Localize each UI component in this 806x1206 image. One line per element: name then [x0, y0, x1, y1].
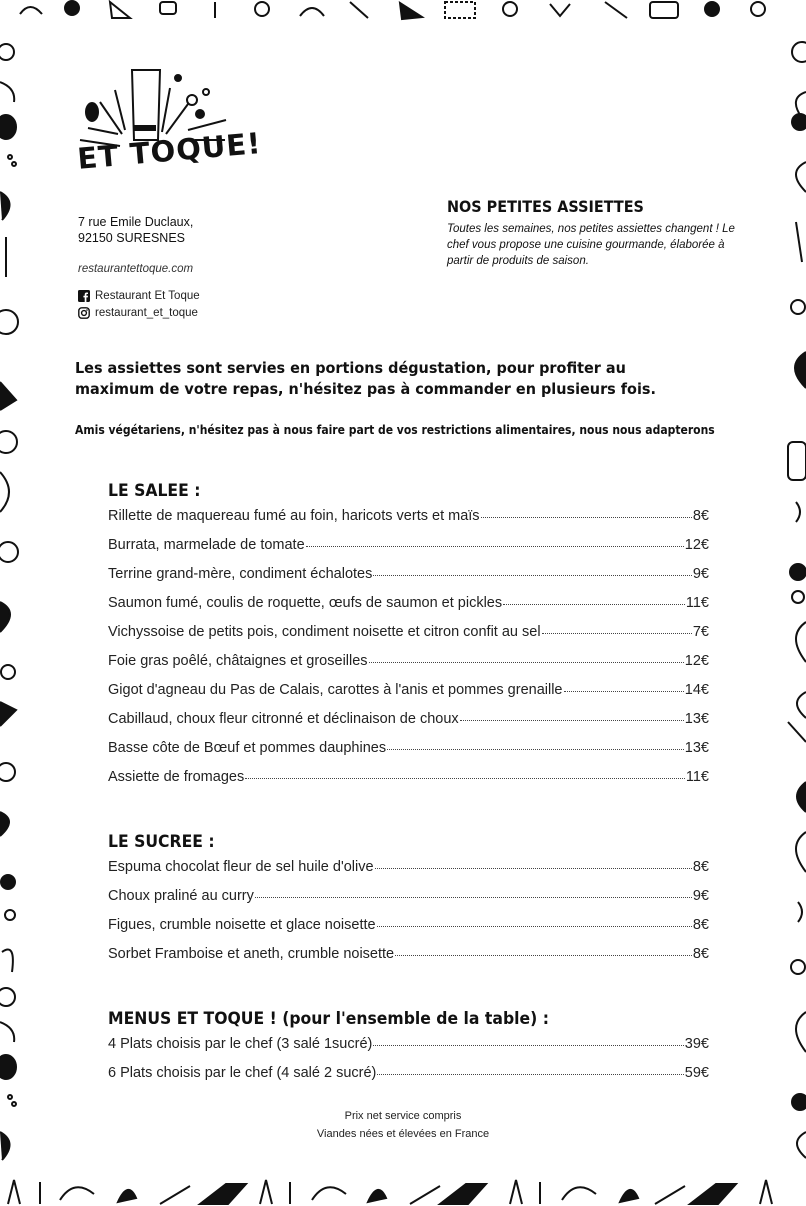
menu-item	[108, 945, 709, 974]
menu-item-name: Espuma chocolat fleur de sel huile d'olive	[108, 859, 374, 875]
dot-leader	[503, 592, 685, 605]
menu-item-name: Terrine grand-mère, condiment échalotes	[108, 566, 373, 582]
menu-item	[108, 916, 709, 945]
dot-leader	[373, 563, 692, 576]
footer-service-note: Prix net service compris	[344, 1110, 462, 1122]
instagram-label: restaurant_et_toque	[95, 307, 198, 319]
menu-item-price: 13€	[684, 711, 709, 727]
menu-item-name: Vichyssoise de petits pois, condiment noisette et citron confit au sel	[108, 624, 541, 640]
menu-item-name: Basse côte de Bœuf et pommes dauphines	[108, 740, 387, 756]
dot-leader	[255, 885, 692, 898]
menu-item-name: Rillette de maquereau fumé au foin, haricots verts et maïs	[108, 508, 480, 524]
menu-item-price: 12€	[684, 537, 709, 553]
facebook-label: Restaurant Et Toque	[95, 290, 200, 302]
menu-item-price: 9€	[692, 888, 709, 904]
menu-item	[108, 1035, 709, 1064]
address-line-1: 7 rue Emile Duclaux,	[78, 215, 194, 229]
menu-item	[108, 739, 709, 768]
dot-leader	[245, 766, 685, 779]
menu-item-price: 11€	[685, 595, 709, 611]
petites-assiettes-description: Toutes les semaines, nos petites assiettes changent ! Le chef vous propose une cuisine gourmande, élaborée à partir de produits de saison.	[447, 223, 735, 267]
menu-item-price: 13€	[684, 740, 709, 756]
dot-leader	[306, 534, 684, 547]
menu-item-price: 7€	[692, 624, 709, 640]
menu-item	[108, 594, 709, 623]
menus-items	[108, 1035, 709, 1093]
menu-item-price: 12€	[684, 653, 709, 669]
menu-item-price: 8€	[692, 508, 709, 524]
section-title-menus: MENUS ET TOQUE ! (pour l'ensemble de la table) :	[108, 1009, 549, 1029]
dot-leader	[460, 708, 684, 721]
menu-item-price: 9€	[692, 566, 709, 582]
dot-leader	[369, 650, 684, 663]
dot-leader	[481, 505, 692, 518]
section-title-salee: LE SALEE :	[108, 481, 201, 501]
menu-item	[108, 652, 709, 681]
address-line-2: 92150 SURESNES	[78, 231, 186, 245]
dot-leader	[542, 621, 692, 634]
dot-leader	[387, 737, 684, 750]
menu-item	[108, 565, 709, 594]
menu-item-price: 11€	[685, 769, 709, 785]
dot-leader	[395, 943, 692, 956]
dot-leader	[373, 1033, 683, 1046]
menu-item-name: Choux praliné au curry	[108, 888, 254, 904]
menu-item-name: Burrata, marmelade de tomate	[108, 537, 305, 553]
address	[78, 214, 193, 246]
menu-item-name: Assiette de fromages	[108, 769, 245, 785]
website-link[interactable]: restaurantettoque.com	[78, 263, 194, 275]
menu-item-price: 8€	[692, 917, 709, 933]
menu-item	[108, 507, 709, 536]
menu-item-name: 4 Plats choisis par le chef (3 salé 1sucré)	[108, 1036, 373, 1052]
dot-leader	[377, 1062, 683, 1075]
instagram-icon	[78, 307, 90, 319]
section-title-sucree: LE SUCREE :	[108, 832, 215, 852]
facebook-icon	[78, 290, 90, 302]
menu-item	[108, 768, 709, 797]
menu-item	[108, 858, 709, 887]
instagram-link[interactable]	[78, 307, 198, 319]
menu-item	[108, 710, 709, 739]
menu-item-name: Foie gras poêlé, châtaignes et groseilles	[108, 653, 368, 669]
facebook-link[interactable]	[78, 290, 200, 302]
menu-item-name: Gigot d'agneau du Pas de Calais, carottes à l'anis et pommes grenaille	[108, 682, 563, 698]
menu-item-price: 59€	[684, 1065, 709, 1081]
sucree-items	[108, 858, 709, 974]
menu-item-price: 8€	[692, 859, 709, 875]
menu-item	[108, 536, 709, 565]
menu-item-price: 39€	[684, 1036, 709, 1052]
menu-item	[108, 1064, 709, 1093]
dot-leader	[564, 679, 684, 692]
dot-leader	[377, 914, 692, 927]
intro-text: Les assiettes sont servies en portions dégustation, pour profiter au maximum de votre repas, n'hésitez pas à commander en plusieurs fois.	[75, 359, 656, 398]
menu-item-name: Figues, crumble noisette et glace noisette	[108, 917, 376, 933]
menu-item-name: Sorbet Framboise et aneth, crumble noisette	[108, 946, 395, 962]
menu-item	[108, 623, 709, 652]
dot-leader	[375, 856, 692, 869]
footer-meat-origin-note: Viandes nées et élevées en France	[316, 1128, 490, 1140]
menu-item-name: 6 Plats choisis par le chef (4 salé 2 sucré)	[108, 1065, 377, 1081]
menu-item	[108, 681, 709, 710]
menu-item-price: 14€	[684, 682, 709, 698]
petites-assiettes-title: NOS PETITES ASSIETTES	[447, 197, 644, 216]
vegetarian-note: Amis végétariens, n'hésitez pas à nous faire part de vos restrictions alimentaires, nous nous adapterons	[75, 423, 715, 437]
menu-item-name: Saumon fumé, coulis de roquette, œufs de saumon et pickles	[108, 595, 503, 611]
restaurant-logo: ET TOQUE!	[76, 125, 263, 176]
menu-item-name: Cabillaud, choux fleur citronné et déclinaison de choux	[108, 711, 459, 727]
menu-item	[108, 887, 709, 916]
salee-items	[108, 507, 709, 797]
menu-item-price: 8€	[692, 946, 709, 962]
